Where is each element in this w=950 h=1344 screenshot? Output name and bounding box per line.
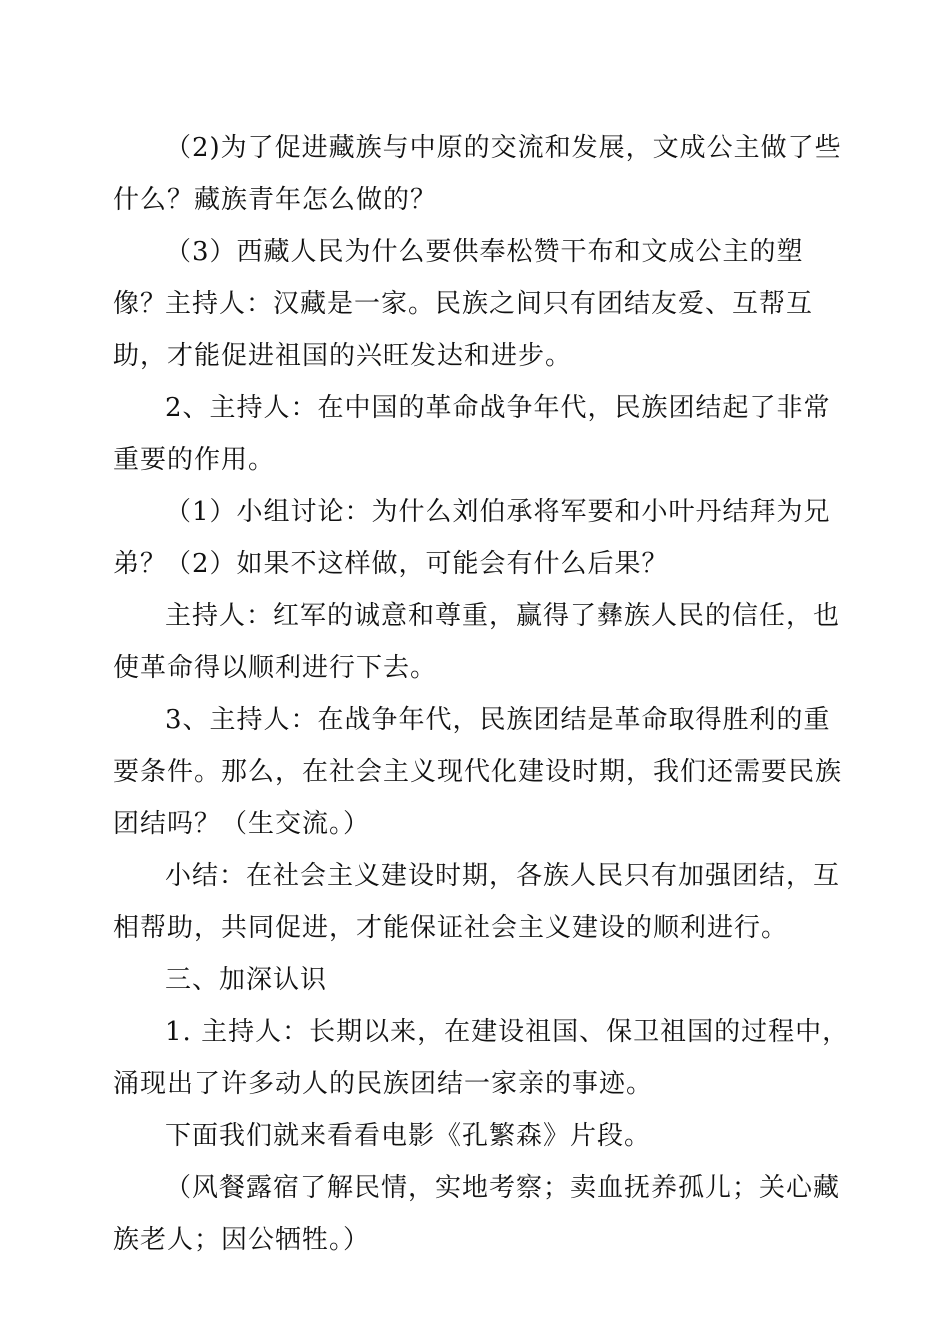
paragraph-group-discussion: （1）小组讨论：为什么刘伯承将军要和小叶丹结拜为兄弟？ bbox=[113, 497, 831, 579]
paragraph-summary: 小结：在社会主义建设时期，各族人民只有加强团结，互相帮助，共同促进，才能保证社会主义建设的顺利进行。 bbox=[113, 861, 841, 943]
paragraph-host-red-army: 主持人：红军的诚意和尊重，赢得了彝族人民的信任，也使革命得以顺利进行下去。 bbox=[113, 601, 841, 683]
paragraph-host-han-tibet: 主持人：汉藏是一家。民族之间只有团结友爱、互帮互助，才能促进祖国的兴旺发达和进步。 bbox=[113, 289, 814, 371]
paragraph-consequences-question: （2）如果不这样做，可能会有什么后果？ bbox=[165, 549, 669, 579]
paragraph-question-3-statues: （3）西藏人民为什么要供奉松赞干布和文成公主的塑像？ bbox=[113, 237, 804, 319]
paragraph-host-revolution-era: 2、主持人：在中国的革命战争年代，民族团结起了非常重要的作用。 bbox=[113, 393, 831, 475]
paragraph-host-touching-stories: 1. 主持人：长期以来，在建设祖国、保卫祖国的过程中，涌现出了许多动人的民族团结一家亲的事迹。 bbox=[113, 1017, 850, 1099]
section-heading-deepen-understanding: 三、加深认识 bbox=[165, 965, 328, 995]
paragraph-question-2-princess-wencheng: （2)为了促进藏族与中原的交流和发展，文成公主做了些什么？藏族青年怎么做的？ bbox=[113, 133, 842, 215]
paragraph-host-modernization: 3、主持人：在战争年代，民族团结是革命取得胜利的重要条件。那么，在社会主义现代化建设时期，我们还需要民族团结吗？（生交流。） bbox=[113, 705, 843, 839]
paragraph-film-clip: 下面我们就来看看电影《孔繁森》片段。 bbox=[165, 1121, 652, 1151]
paragraph-film-notes: （风餐露宿了解民情，实地考察；卖血抚养孤儿；关心藏族老人；因公牺牲。） bbox=[113, 1173, 841, 1255]
